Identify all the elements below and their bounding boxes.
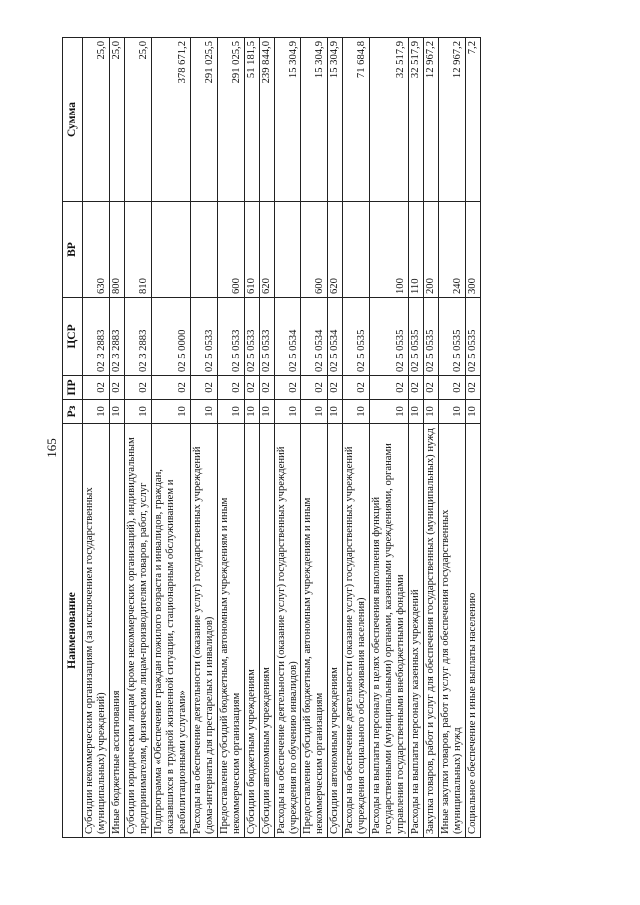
cell-name: Предоставление субсидий бюджетным, автономным учреждениям и иным некоммерческим организациям — [217, 424, 244, 838]
cell-name: Расходы на обеспечение деятельности (оказание услуг) государственных учреждений (учреждения социального обслуживания населения) — [343, 424, 370, 838]
rotated-table-container — [62, 38, 592, 838]
table-row — [217, 38, 244, 838]
table-row — [244, 38, 259, 838]
cell-pr: 02 — [439, 376, 466, 400]
cell-rz: 10 — [328, 400, 343, 424]
cell-pr: 02 — [301, 376, 328, 400]
cell-csr: 02 5 0533 — [217, 298, 244, 376]
cell-vr: 610 — [244, 202, 259, 298]
budget-table — [62, 37, 481, 838]
cell-pr: 02 — [409, 376, 424, 400]
cell-csr: 02 3 2883 — [124, 298, 151, 376]
cell-sum: 12 967,2 — [424, 38, 439, 202]
cell-csr: 02 3 2883 — [109, 298, 124, 376]
cell-vr: 200 — [424, 202, 439, 298]
table-row — [343, 38, 370, 838]
cell-vr: 240 — [439, 202, 466, 298]
header-pr: ПР — [63, 376, 83, 400]
cell-csr: 02 5 0534 — [274, 298, 301, 376]
table-row — [190, 38, 217, 838]
table-row — [370, 38, 409, 838]
cell-pr: 02 — [466, 376, 481, 400]
header-name: Наименование — [63, 424, 83, 838]
cell-name: Субсидии бюджетным учреждениям — [244, 424, 259, 838]
cell-name: Расходы на обеспечение деятельности (оказание услуг) государственных учреждений (дома-интернаты для престарелых и инвалидов) — [190, 424, 217, 838]
cell-vr: 620 — [259, 202, 274, 298]
cell-csr: 02 5 0535 — [370, 298, 409, 376]
cell-csr: 02 5 0533 — [244, 298, 259, 376]
table-row — [274, 38, 301, 838]
cell-pr: 02 — [151, 376, 190, 400]
cell-pr: 02 — [424, 376, 439, 400]
cell-rz: 10 — [274, 400, 301, 424]
cell-sum: 291 025,5 — [217, 38, 244, 202]
cell-csr: 02 5 0535 — [343, 298, 370, 376]
cell-vr: 600 — [217, 202, 244, 298]
cell-sum: 25,0 — [82, 38, 109, 202]
cell-pr: 02 — [370, 376, 409, 400]
cell-sum: 7,2 — [466, 38, 481, 202]
table-row — [328, 38, 343, 838]
cell-pr: 02 — [259, 376, 274, 400]
cell-vr: 800 — [109, 202, 124, 298]
cell-csr: 02 5 0535 — [466, 298, 481, 376]
cell-rz: 10 — [217, 400, 244, 424]
cell-rz: 10 — [409, 400, 424, 424]
cell-vr: 300 — [466, 202, 481, 298]
cell-sum: 12 967,2 — [439, 38, 466, 202]
cell-pr: 02 — [82, 376, 109, 400]
cell-sum: 51 181,5 — [244, 38, 259, 202]
cell-pr: 02 — [190, 376, 217, 400]
header-vr: ВР — [63, 202, 83, 298]
cell-csr: 02 3 2883 — [82, 298, 109, 376]
cell-vr — [274, 202, 301, 298]
cell-name: Расходы на выплаты персоналу в целях обеспечения выполнения функций государственными (муниципальными) органами, казенными учреждениями, органами управления государственными внебюджетными фондами — [370, 424, 409, 838]
cell-sum: 378 671,2 — [151, 38, 190, 202]
table-row — [259, 38, 274, 838]
cell-vr — [190, 202, 217, 298]
cell-vr: 620 — [328, 202, 343, 298]
page-number: 165 — [44, 438, 59, 458]
cell-csr: 02 5 0534 — [301, 298, 328, 376]
cell-rz: 10 — [109, 400, 124, 424]
cell-csr: 02 5 0535 — [439, 298, 466, 376]
cell-sum: 15 304,9 — [328, 38, 343, 202]
cell-name: Субсидии автономным учреждениям — [328, 424, 343, 838]
cell-vr: 100 — [370, 202, 409, 298]
cell-rz: 10 — [343, 400, 370, 424]
table-row — [439, 38, 466, 838]
table-row — [124, 38, 151, 838]
cell-name: Подпрограмма «Обеспечение граждан пожилого возраста и инвалидов, граждан, оказавшихся в трудной жизненной ситуации, стационарным обслуживанием и реабилитационными услугами» — [151, 424, 190, 838]
cell-csr: 02 5 0534 — [328, 298, 343, 376]
cell-rz: 10 — [466, 400, 481, 424]
cell-sum: 25,0 — [124, 38, 151, 202]
cell-name: Субсидии некоммерческим организациям (за исключением государственных (муниципальных) учреждений) — [82, 424, 109, 838]
cell-rz: 10 — [190, 400, 217, 424]
cell-pr: 02 — [244, 376, 259, 400]
table-row — [409, 38, 424, 838]
cell-sum: 15 304,9 — [274, 38, 301, 202]
table-row — [301, 38, 328, 838]
cell-sum: 239 844,0 — [259, 38, 274, 202]
cell-rz: 10 — [370, 400, 409, 424]
table-row — [82, 38, 109, 838]
cell-name: Закупка товаров, работ и услуг для обеспечения государственных (муниципальных) нужд — [424, 424, 439, 838]
cell-vr: 810 — [124, 202, 151, 298]
cell-rz: 10 — [82, 400, 109, 424]
cell-sum: 32 517,9 — [409, 38, 424, 202]
cell-name: Субсидии автономным учреждениям — [259, 424, 274, 838]
header-rz: Рз — [63, 400, 83, 424]
cell-vr: 110 — [409, 202, 424, 298]
header-csr: ЦСР — [63, 298, 83, 376]
cell-sum: 291 025,5 — [190, 38, 217, 202]
cell-name: Расходы на выплаты персоналу казенных учреждений — [409, 424, 424, 838]
cell-sum: 25,0 — [109, 38, 124, 202]
table-header-row — [63, 38, 83, 838]
cell-name: Расходы на обеспечение деятельности (оказание услуг) государственных учреждений (учреждения по обучению инвалидов) — [274, 424, 301, 838]
cell-rz: 10 — [424, 400, 439, 424]
table-body — [82, 38, 480, 838]
header-sum: Сумма — [63, 38, 83, 202]
cell-pr: 02 — [343, 376, 370, 400]
cell-vr — [151, 202, 190, 298]
cell-name: Иные бюджетные ассигнования — [109, 424, 124, 838]
cell-sum: 32 517,9 — [370, 38, 409, 202]
cell-rz: 10 — [439, 400, 466, 424]
cell-vr: 600 — [301, 202, 328, 298]
cell-sum: 71 684,8 — [343, 38, 370, 202]
cell-name: Предоставление субсидий бюджетным, автономным учреждениям и иным некоммерческим организациям — [301, 424, 328, 838]
cell-name: Субсидии юридическим лицам (кроме некоммерческих организаций), индивидуальным предпринимателям, физическим лицам-производителям товаров, работ, услуг — [124, 424, 151, 838]
cell-pr: 02 — [274, 376, 301, 400]
cell-pr: 02 — [328, 376, 343, 400]
cell-name: Иные закупки товаров, работ и услуг для обеспечения государственных (муниципальных) нужд — [439, 424, 466, 838]
cell-rz: 10 — [244, 400, 259, 424]
cell-pr: 02 — [109, 376, 124, 400]
table-row — [466, 38, 481, 838]
cell-sum: 15 304,9 — [301, 38, 328, 202]
cell-rz: 10 — [124, 400, 151, 424]
cell-csr: 02 5 0535 — [424, 298, 439, 376]
cell-csr: 02 5 0533 — [259, 298, 274, 376]
cell-name: Социальное обеспечение и иные выплаты населению — [466, 424, 481, 838]
table-row — [424, 38, 439, 838]
cell-vr: 630 — [82, 202, 109, 298]
cell-pr: 02 — [217, 376, 244, 400]
cell-rz: 10 — [301, 400, 328, 424]
cell-rz: 10 — [151, 400, 190, 424]
cell-vr — [343, 202, 370, 298]
table-row — [109, 38, 124, 838]
cell-rz: 10 — [259, 400, 274, 424]
cell-csr: 02 5 0000 — [151, 298, 190, 376]
cell-csr: 02 5 0533 — [190, 298, 217, 376]
cell-csr: 02 5 0535 — [409, 298, 424, 376]
table-row — [151, 38, 190, 838]
cell-pr: 02 — [124, 376, 151, 400]
